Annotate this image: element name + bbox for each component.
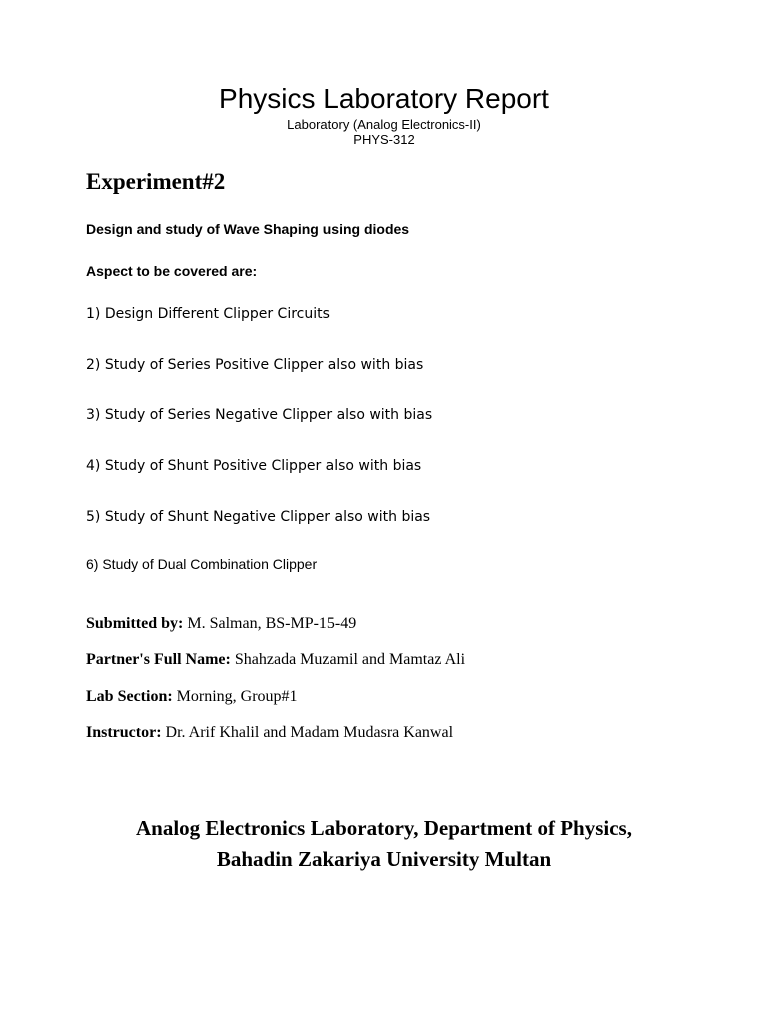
lab-section-label: Lab Section: bbox=[86, 688, 173, 705]
instructor-line bbox=[86, 723, 453, 743]
submitted-by-label: Submitted by: bbox=[86, 615, 184, 632]
partner-value: Shahzada Muzamil and Mamtaz Ali bbox=[230, 651, 466, 668]
course-code: PHYS-312 bbox=[353, 132, 415, 147]
partner-line bbox=[86, 650, 465, 670]
course-name: Laboratory (Analog Electronics-II) bbox=[287, 117, 481, 132]
report-title: Physics Laboratory Report bbox=[219, 83, 549, 114]
partner-label: Partner's Full Name: bbox=[86, 651, 231, 668]
instructor-label: Instructor: bbox=[86, 724, 162, 741]
instructor-value: Dr. Arif Khalil and Madam Mudasra Kanwal bbox=[161, 724, 454, 741]
aspect-item: 2) Study of Series Positive Clipper also with bias bbox=[86, 357, 424, 373]
aspect-item: 3) Study of Series Negative Clipper also with bias bbox=[86, 407, 433, 423]
aspect-item: 6) Study of Dual Combination Clipper bbox=[86, 556, 318, 572]
aspect-item: 5) Study of Shunt Negative Clipper also with bias bbox=[86, 509, 431, 525]
experiment-heading: Experiment#2 bbox=[86, 169, 226, 194]
aspect-item: 1) Design Different Clipper Circuits bbox=[86, 306, 330, 322]
aspect-item: 4) Study of Shunt Positive Clipper also with bias bbox=[86, 458, 422, 474]
aspects-heading: Aspect to be covered are: bbox=[86, 263, 258, 279]
footer-university: Bahadin Zakariya University Multan bbox=[216, 847, 552, 871]
submitted-by-value: M. Salman, BS-MP-15-49 bbox=[183, 615, 357, 632]
submitted-by-line bbox=[86, 614, 356, 634]
lab-section-line bbox=[86, 687, 298, 707]
footer-department: Analog Electronics Laboratory, Department of Physics, bbox=[136, 816, 632, 840]
lab-section-value: Morning, Group#1 bbox=[172, 688, 298, 705]
experiment-description: Design and study of Wave Shaping using diodes bbox=[86, 221, 410, 237]
